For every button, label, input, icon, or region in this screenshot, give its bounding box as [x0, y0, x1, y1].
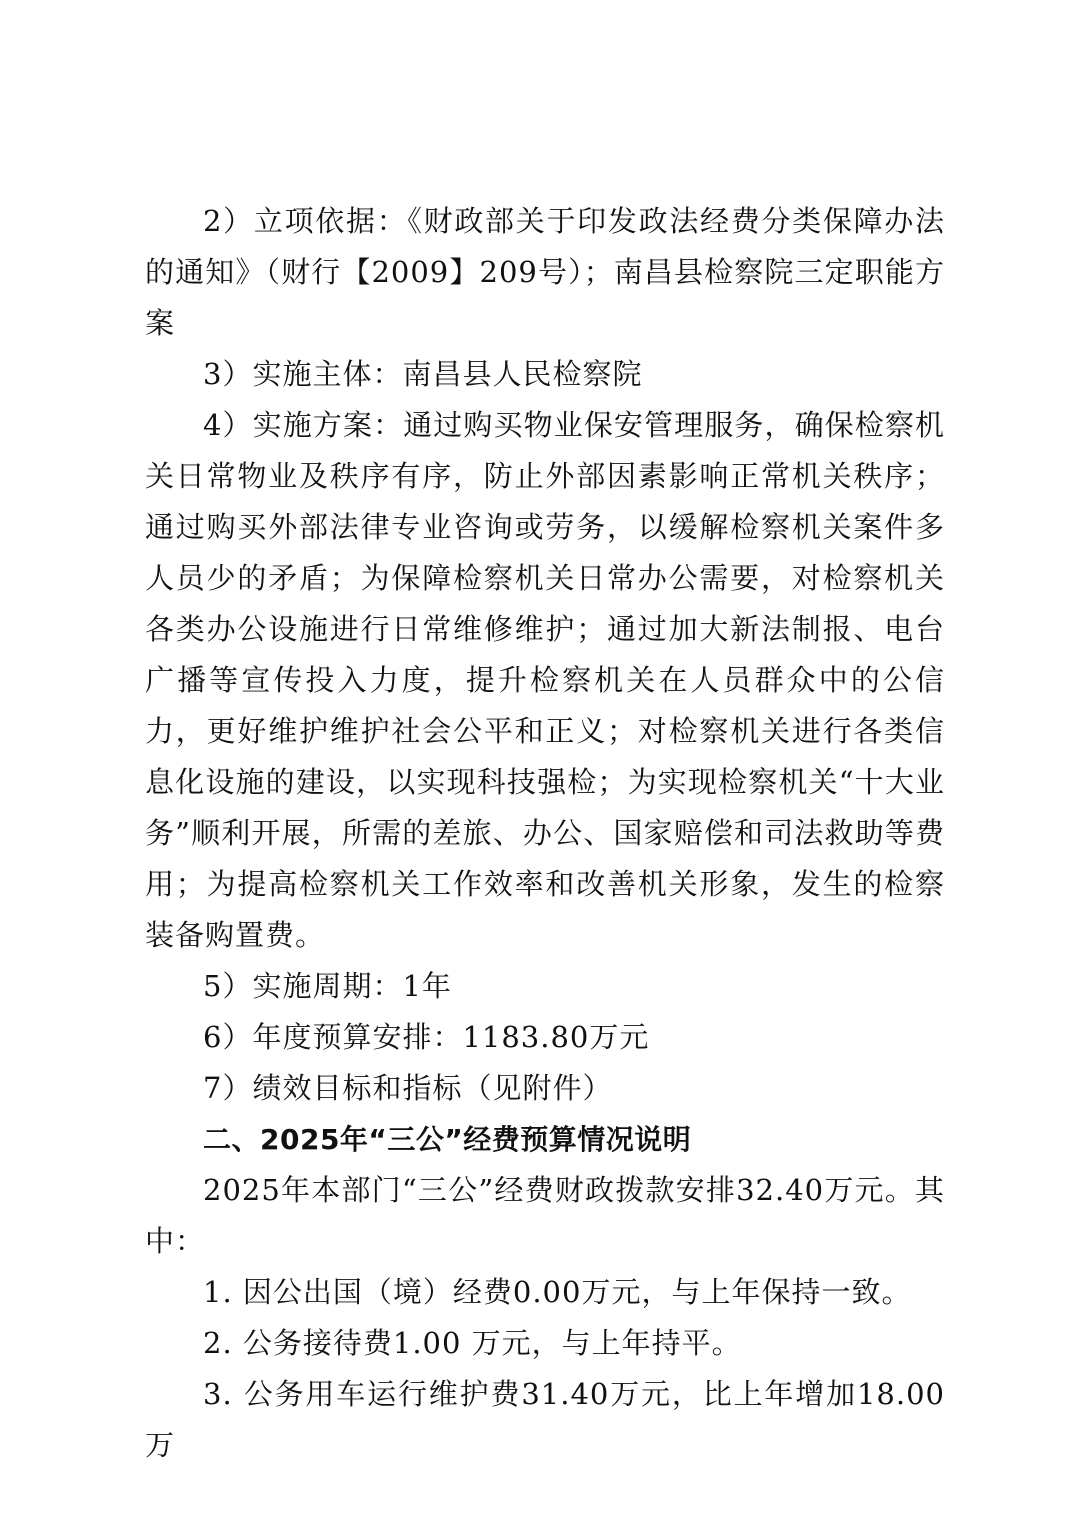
- project-basis-paragraph: 2）立项依据：《财政部关于印发政法经费分类保障办法的通知》（财行【2009】209号）；南昌县检察院三定职能方案: [145, 204, 945, 340]
- document-body: [145, 196, 945, 1471]
- implementation-period-paragraph: 5）实施周期：1年: [203, 969, 452, 1003]
- implementing-subject-paragraph: 3）实施主体：南昌县人民检察院: [203, 357, 643, 391]
- implementation-plan-paragraph: 4）实施方案：通过购买物业保安管理服务，确保检察机关日常物业及秩序有序，防止外部因素影响正常机关秩序；通过购买外部法律专业咨询或劳务，以缓解检察机关案件多人员少的矛盾；为保障检察机关日常办公需要，对检察机关各类办公设施进行日常维修维护；通过加大新法制报、电台广播等宣传投入力度，提升检察机关在人员群众中的公信力，更好维护维护社会公平和正义；对检察机关进行各类信息化设施的建设，以实现科技强检；为实现检察机关“十大业务”顺利开展，所需的差旅、办公、国家赔偿和司法救助等费用；为提高检察机关工作效率和改善机关形象，发生的检察装备购置费。: [145, 408, 945, 952]
- performance-targets-paragraph: 7）绩效目标和指标（见附件）: [203, 1071, 613, 1105]
- section-heading: 二、2025年“三公”经费预算情况说明: [203, 1123, 692, 1156]
- abroad-expense-item: 1. 因公出国（境）经费0.00万元，与上年保持一致。: [203, 1275, 912, 1309]
- annual-budget-paragraph: 6）年度预算安排：1183.80万元: [203, 1020, 650, 1054]
- reception-expense-item: 2. 公务接待费1.00 万元，与上年持平。: [203, 1326, 742, 1360]
- three-public-summary-paragraph: 2025年本部门“三公”经费财政拨款安排32.40万元。其中：: [145, 1173, 945, 1258]
- vehicle-expense-item: 3. 公务用车运行维护费31.40万元，比上年增加18.00万: [145, 1377, 945, 1462]
